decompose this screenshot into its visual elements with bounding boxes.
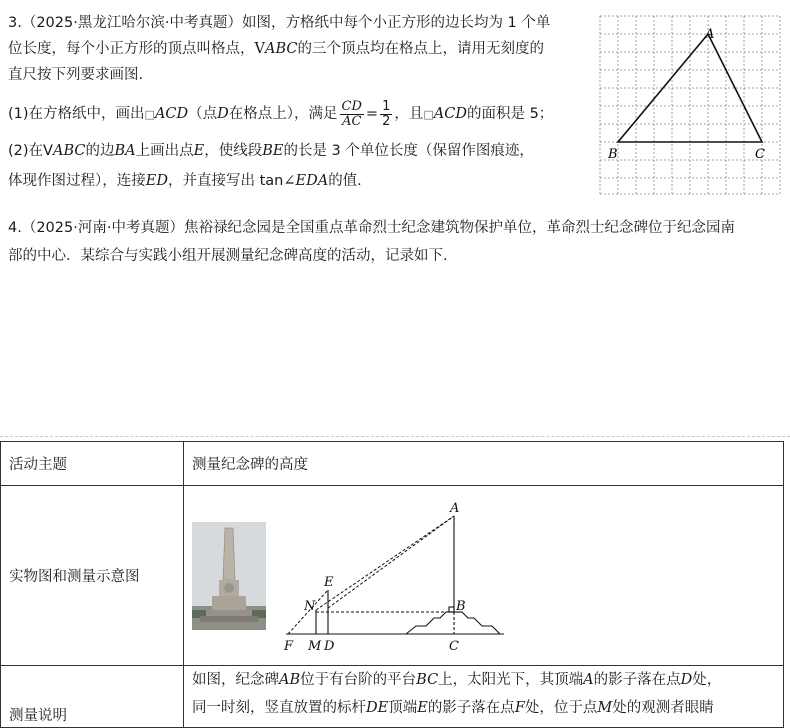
math-bc: BC — [416, 672, 439, 688]
q3-text: 上画出点 — [135, 143, 194, 159]
label-b: B — [608, 147, 618, 162]
math-acd: ACD — [154, 106, 189, 122]
fraction-denominator: 2 — [382, 113, 391, 129]
q3-line-2 — [8, 36, 593, 62]
table-row — [1, 666, 784, 728]
cell-description — [184, 666, 784, 728]
fraction-numerator: 1 — [382, 98, 391, 114]
box-symbol: □ — [144, 108, 155, 121]
equals-sign: = — [365, 106, 379, 122]
desc-text: 的影子落在点 — [427, 700, 515, 716]
q3-line-1 — [8, 10, 593, 36]
desc-line-2 — [192, 694, 775, 722]
desc-text: 顶端 — [388, 700, 418, 716]
q3-text: 的值. — [328, 173, 362, 189]
math-be: BE — [262, 143, 284, 159]
desc-text: 处， — [692, 672, 722, 688]
grid-lines — [600, 16, 780, 194]
desc-text: 处的观测者眼睛 — [612, 700, 714, 716]
q3-text: (2)在 — [8, 143, 44, 159]
q3-text: 在格点上），满足 — [228, 106, 338, 122]
math-ba: BA — [114, 143, 136, 159]
desc-text: 的影子落在点 — [593, 672, 681, 688]
box-symbol: □ — [423, 108, 434, 121]
math-abc: ABC — [264, 41, 298, 57]
q3-text: 的面积是 5； — [466, 106, 554, 122]
math-a: A — [583, 672, 594, 688]
label-a: A — [450, 500, 460, 516]
math-ed: ED — [145, 173, 168, 189]
q3-text: （点 — [188, 106, 218, 122]
label-n: N — [304, 598, 316, 614]
desc-text: 处，位于点 — [524, 700, 598, 716]
grid-figure — [598, 14, 784, 196]
cell-label: 活动主题 — [1, 442, 184, 486]
q3-text: 3.（2025·黑龙江哈尔滨·中考真题）如图，方格纸中每个小正方形的边长均为 1 个单 — [8, 15, 551, 31]
triangle-symbol: V — [43, 143, 53, 159]
label-m: M — [308, 638, 322, 654]
fraction-denominator: AC — [342, 113, 362, 129]
math-e: E — [417, 700, 428, 716]
table-row — [1, 486, 784, 666]
q3-part-2-cont — [8, 168, 593, 194]
label-e: E — [324, 574, 334, 590]
desc-line-1 — [192, 666, 775, 694]
label-d: D — [324, 638, 335, 654]
triangle-symbol: V — [254, 41, 265, 57]
label-b: B — [456, 598, 466, 614]
question-3 — [8, 10, 593, 194]
cell-label: 测量说明 — [1, 666, 184, 728]
cell-label: 实物图和测量示意图 — [1, 486, 184, 666]
math-acd: ACD — [433, 106, 467, 122]
label-f: F — [284, 638, 294, 654]
q3-text: (1)在方格纸中，画出 — [8, 106, 145, 122]
q3-text: 体现作图过程），连接 — [8, 173, 146, 189]
math-d: D — [217, 106, 229, 122]
q3-text: ，使线段 — [204, 143, 263, 159]
cell-figures — [184, 486, 784, 666]
desc-text: 同一时刻，竖直放置的标杆 — [192, 700, 366, 716]
desc-text: 位于有台阶的平台 — [300, 672, 417, 688]
math-ab: AB — [279, 672, 301, 688]
q3-text: 的边 — [85, 143, 115, 159]
desc-text: 如图，纪念碑 — [192, 672, 279, 688]
q3-text: ，并直接写出 tan — [167, 173, 284, 189]
q3-text: 直尺按下列要求画图. — [8, 67, 144, 83]
q3-part-2 — [8, 138, 593, 164]
fraction-one-half — [380, 100, 392, 129]
math-m: M — [597, 700, 613, 716]
label-a: A — [705, 27, 715, 42]
math-f: F — [514, 700, 525, 716]
q3-part-1 — [8, 94, 593, 134]
math-d: D — [680, 672, 693, 688]
q3-text: 的三个顶点均在格点上，请用无刻度的 — [297, 41, 544, 57]
math-abc: ABC — [52, 143, 86, 159]
sun-ray-ad — [328, 516, 454, 608]
q4-line-1: 4.（2025·河南·中考真题）焦裕禄纪念园是全国重点革命烈士纪念建筑物保护单位，革命烈士纪念碑位于纪念园南 — [8, 220, 735, 236]
q3-text: ，且 — [394, 106, 424, 122]
desc-text: 上，太阳光下，其顶端 — [438, 672, 584, 688]
question-4 — [8, 214, 788, 270]
activity-record-table — [0, 441, 784, 728]
measurement-diagram — [278, 498, 508, 654]
right-angle-mark — [449, 607, 454, 612]
platform-steps — [406, 612, 500, 634]
fraction-cd-ac — [340, 100, 364, 129]
sight-line-na — [316, 516, 454, 610]
figure-row — [192, 498, 775, 654]
label-c: C — [755, 147, 765, 162]
page-divider — [0, 436, 790, 437]
fraction-numerator: CD — [341, 98, 362, 114]
math-de: DE — [366, 700, 389, 716]
label-c: C — [449, 638, 459, 654]
q4-line-2: 部的中心．某综合与实践小组开展测量纪念碑高度的活动，记录如下. — [8, 248, 448, 264]
table-row — [1, 442, 784, 486]
math-angle-eda: ∠EDA — [283, 173, 329, 189]
q3-text: 的长是 3 个单位长度（保留作图痕迹， — [283, 143, 534, 159]
monument-photo — [192, 522, 266, 630]
q3-line-3 — [8, 62, 593, 88]
q3-text: 位长度，每个小正方形的顶点叫格点， — [8, 41, 255, 57]
math-e: E — [193, 143, 205, 159]
cell-value: 测量纪念碑的高度 — [184, 442, 784, 486]
